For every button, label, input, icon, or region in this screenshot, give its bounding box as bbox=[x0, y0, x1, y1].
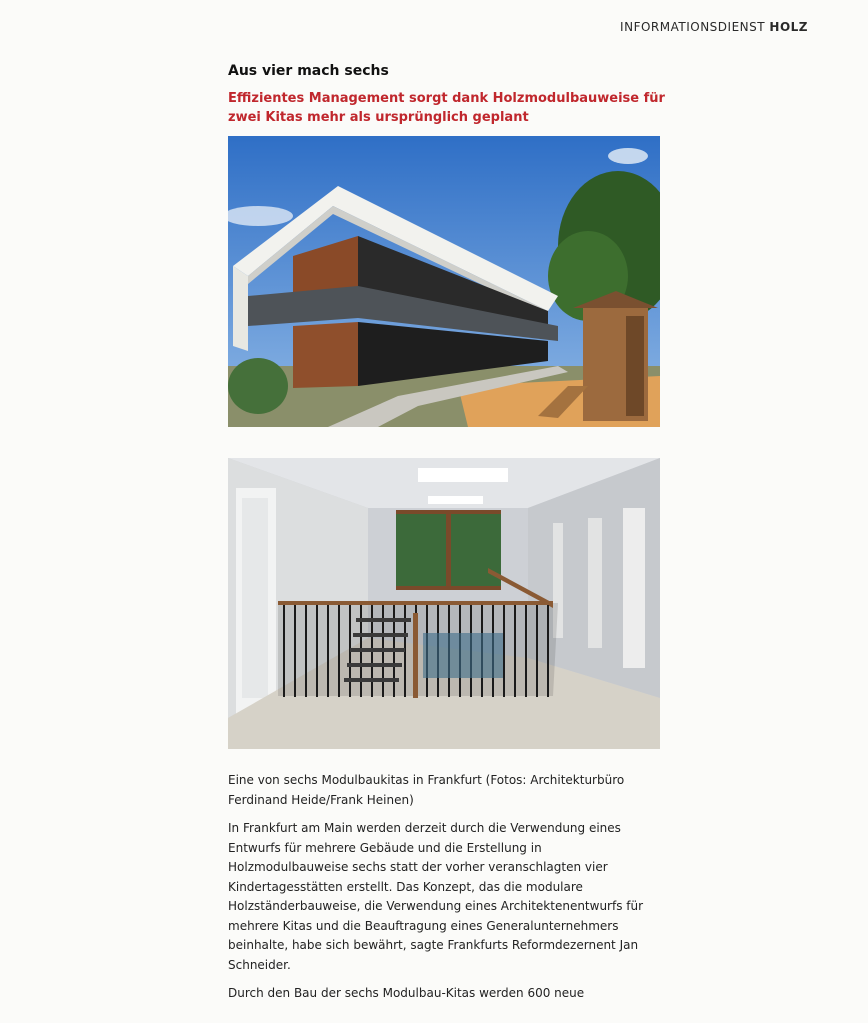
header-bold: HOLZ bbox=[769, 20, 808, 34]
article-subtitle: Effizientes Management sorgt dank Holzmodulbauweise für zwei Kitas mehr als ursprünglich geplant bbox=[228, 91, 665, 125]
exterior-photo bbox=[228, 136, 660, 427]
article-title: Aus vier mach sechs bbox=[228, 63, 389, 79]
body-paragraph-1: In Frankfurt am Main werden derzeit durch die Verwendung eines Entwurfs für mehrere Gebäude und die Erstellung in Holzmodulbauweise sechs statt der vorher veranschlagten vier Kindertagesstätten erstellt. Das Konzept, das die modulare Holzständerbauweise, die Verwendung eines Architektenentwurfs für mehrere Kitas und die Beauftragung eines Generalunternehmers beinhalte, habe sich bewährt, sagte Frankfurts Reformdezernent Jan Schneider. bbox=[228, 821, 644, 972]
interior-photo bbox=[228, 458, 660, 749]
exterior-photo-image bbox=[228, 136, 660, 427]
running-header bbox=[620, 20, 808, 34]
body-paragraph-2: Durch den Bau der sechs Modulbau-Kitas werden 600 neue bbox=[228, 986, 585, 1000]
header-prefix: INFORMATIONSDIENST bbox=[620, 20, 766, 34]
interior-photo-image bbox=[228, 458, 660, 749]
photo-caption: Eine von sechs Modulbaukitas in Frankfurt (Fotos: Architekturbüro Ferdinand Heide/Frank Heinen) bbox=[228, 773, 625, 807]
